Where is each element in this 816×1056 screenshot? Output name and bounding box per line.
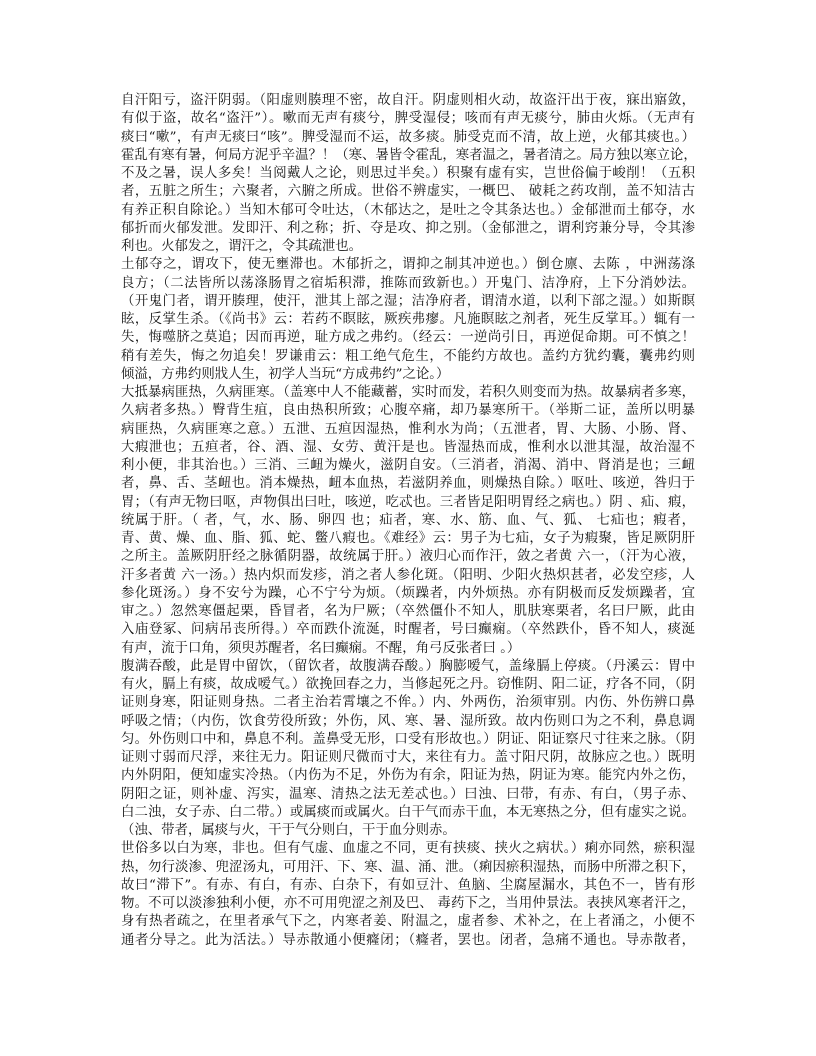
- text-line: （开鬼门者，谓开腠理，使汗，泄其上部之湿；洁净府者，谓清水道，以利下部之湿。）如斯瞑: [121, 293, 695, 309]
- document-page: [121, 92, 695, 950]
- text-line: （浊、带者，属痰与火，干于气分则白，干于血分则赤。: [121, 823, 456, 838]
- text-line: 汗多者黄 六一汤。）热内炽而发疹，消之者人参化斑。（阳明、少阳火热炽甚者，必发空疹，人: [121, 567, 695, 583]
- text-line: 霍乱有寒有暑，何局方泥乎辛温？！（寒、暑皆令霍乱，寒者温之，暑者清之。局方独以寒立论，: [121, 147, 697, 163]
- text-line: 证则寸弱而尺浮，来往无力。阳证则尺微而寸大，来往有力。盖寸阳尺阴，故脉应之也。）既明: [121, 750, 695, 765]
- text-line: 青、黄、燥、血、脂、狐、蛇、鳖八瘕也。《难经》云：男子为七疝，女子为瘕聚，皆足厥阴肝: [121, 531, 695, 546]
- text-line: 腹满吞酸，此是胃中留饮，（留饮者，故腹满吞酸。）胸膨嗳气，盖缘膈上停痰。（丹溪云：胃中: [121, 658, 695, 674]
- text-line: 入庙登冢、问病吊丧所得。）卒而跌仆流涎，时醒者，号曰癫痫。（卒然跌仆，昏不知人，痰涎: [121, 622, 695, 638]
- text-line: 证则身寒，阳证则身热。二者主治若霄壤之不侔。）内、外两伤，治须审别。内伤、外伤辨口鼻: [121, 695, 695, 711]
- text-line: 不及之暑，误人多矣！当阅戴人之论，则思过半矣。）积聚有虚有实，岂世俗偏于峻削！（五积: [121, 166, 695, 181]
- text-line: 者，鼻、舌、茎衄也。消本燥热，衄本血热，若滋阴养血，则燥热自除。）呕吐、咳逆，咎归于: [121, 476, 695, 492]
- text-line: 有声，流于口角，须臾苏醒者，名曰癫痫。不醒，角弓反张者曰 。）: [121, 640, 521, 656]
- text-line: 白二浊，女子赤、白二带。）或属痰而或属火。白干气而赤干血，本无寒热之分，但有虚实之说。: [121, 804, 695, 820]
- text-line: 统属于肝。（ 者，气，水、肠、卵四 也；疝者，寒、水、筋、血、气、狐、 七疝也；瘕者，: [121, 512, 695, 528]
- text-line: 通者分导之。此为活法。）导赤散通小便癃闭；（癃者，罢也。闭者，急痛不通也。导赤散者，: [121, 932, 695, 948]
- text-line: 大瘕泄也；五疸者，谷、酒、湿、女劳、黄汗是也。皆湿热而成，惟利水以泄其湿，故治湿不: [121, 439, 695, 455]
- text-line: 病匪热，久病匪寒之意。）五泄、五疸因湿热，惟利水为尚；（五泄者，胃、大肠、小肠、肾、: [121, 421, 695, 437]
- text-line: 稍有差失，悔之勿追矣！罗谦甫云：粗工绝气危生，不能约方故也。盖约方犹约囊，囊弗约则: [121, 348, 695, 364]
- text-line: 呼吸之情；（内伤，饮食劳役所致；外伤，风、寒、暑、湿所致。故内伤则口为之不利，鼻息调: [121, 713, 695, 729]
- text-line: 世俗多以白为寒，非也。但有气虚、血虚之不同，更有挟痰、挟火之病状。）痢亦同然，瘀积湿: [121, 841, 695, 857]
- text-line: 眩，反掌生杀。（《尚书》云：若药不瞑眩，厥疾弗瘳。凡施瞑眩之剂者，死生反掌耳。）辄有一: [121, 312, 695, 327]
- text-line: 者，五脏之所生；六聚者，六腑之所成。世俗不辨虚实，一概巴、 破耗之药攻削，盖不知洁古: [121, 184, 695, 200]
- text-line: 有似于盗，故名“盗汗”）。嗽而无声有痰兮，脾受湿侵；咳而有声无痰兮，肺由火烁。（无声有: [121, 111, 695, 127]
- text-line: 身有热者疏之，在里者承气下之，内寒者姜、附温之，虚者参、术补之，在上者涌之，小便不: [121, 914, 695, 930]
- text-line: 良方；（二法皆所以荡涤肠胃之宿垢积滞，推陈而致新也。）开鬼门、洁净府，上下分消妙法。: [121, 275, 695, 291]
- text-line: 有养正积自除论。）当知木郁可令吐达，（木郁达之，是吐之令其条达也。）金郁泄而土郁夺，水: [121, 202, 695, 218]
- text-line: 审之。）忽然寒僵起栗，昏冒者，名为尸厥；（卒然僵仆不知人，肌肤寒栗者，名曰尸厥，此由: [121, 604, 695, 619]
- text-line: 有火，膈上有痰，故成嗳气。）欲挽回春之力，当修起死之丹。窃惟阴、阳二证，疗各不同，（阴: [121, 677, 695, 692]
- text-line: 利小便，非其治也。）三消、三衄为燥火，滋阴自安。（三消者，消渴、消中、肾消是也；三衄: [121, 458, 695, 473]
- text-line: 阴阳之证，则补虚、泻实，温寒、清热之法无差忒也。）曰浊、曰带，有赤、有白，（男子赤、: [121, 786, 695, 802]
- text-line: 郁折而火郁发泄。发即汗、利之称；折、夺是攻、抑之别。（金郁泄之，谓利窍兼分导，令其渗: [121, 220, 695, 236]
- text-line: 失，悔噬脐之莫追；因而再逆，耻方成之弗约。（经云：一逆尚引日，再逆促命期。可不慎之！: [121, 330, 695, 346]
- text-line: 之所主。盖厥阴肝经之脉循阴器，故统属于肝。）液归心而作汗，敛之者黄 六一，（汗为心液，: [121, 549, 695, 565]
- text-line: 内外阴阳，便知虚实冷热。（内伤为不足，外伤为有余，阳证为热，阴证为寒。能究内外之伤，: [121, 768, 695, 784]
- text-line: 久病者多热。）臀背生疽，良由热积所致；心腹卒痛，却乃暴寒所干。（举斯二证，盖所以明暴: [121, 403, 695, 419]
- text-line: 物。不可以淡渗独利小便，亦不可用兜涩之剂及巴、 毒药下之，当用仲景法。表挟风寒者汗之，: [121, 896, 695, 911]
- text-line: 胃；（有声无物曰呕，声物俱出曰吐，咳逆，吃忒也。三者皆足阳明胃经之病也。）阴 、疝、瘕，: [121, 494, 695, 510]
- text-line: 土郁夺之，谓攻下，使无壅滞也。木郁折之，谓抑之制其冲逆也。）倒仓廪、去陈 ，中洲荡涤: [121, 257, 695, 273]
- text-line: 利也。火郁发之，谓汗之，令其疏泄也。: [121, 239, 363, 254]
- text-line: 倾溢，方弗约则戕人生，初学人当玩“方成弗约”之论。）: [121, 366, 450, 382]
- text-line: 痰曰“嗽”，有声无痰曰“咳”。脾受湿而不运，故多痰。肺受克而不清，故上逆，火郁其痰也。）: [121, 129, 695, 145]
- text-line: 故曰“滞下”。有赤、有白，有赤、白杂下，有如豆汁、鱼脑、尘腐屋漏水，其色不一，皆有形: [121, 877, 695, 893]
- text-line: 热，勿行淡渗、兜涩汤丸，可用汗、下、寒、温、涌、泄。（痢因瘀积湿热，而肠中所滞之积下，: [121, 859, 695, 875]
- text-line: 参化斑汤。）身不安兮为躁，心不宁兮为烦。（烦躁者，内外烦热。亦有阴极而反发烦躁者，宜: [121, 585, 695, 601]
- text-line: 大抵暴病匪热，久病匪寒。（盖寒中人不能藏蓄，实时而发，若积久则变而为热。故暴病者多寒，: [121, 385, 695, 400]
- text-line: 匀。外伤则口中和，鼻息不利。盖鼻受无形，口受有形故也。）阴证、阳证察尺寸往来之脉。（阴: [121, 731, 695, 747]
- text-line: 自汗阳亏，盗汗阴弱。（阳虚则腠理不密，故自汗。阴虚则相火动，故盗汗出于夜，寐出寤敛，: [121, 93, 695, 108]
